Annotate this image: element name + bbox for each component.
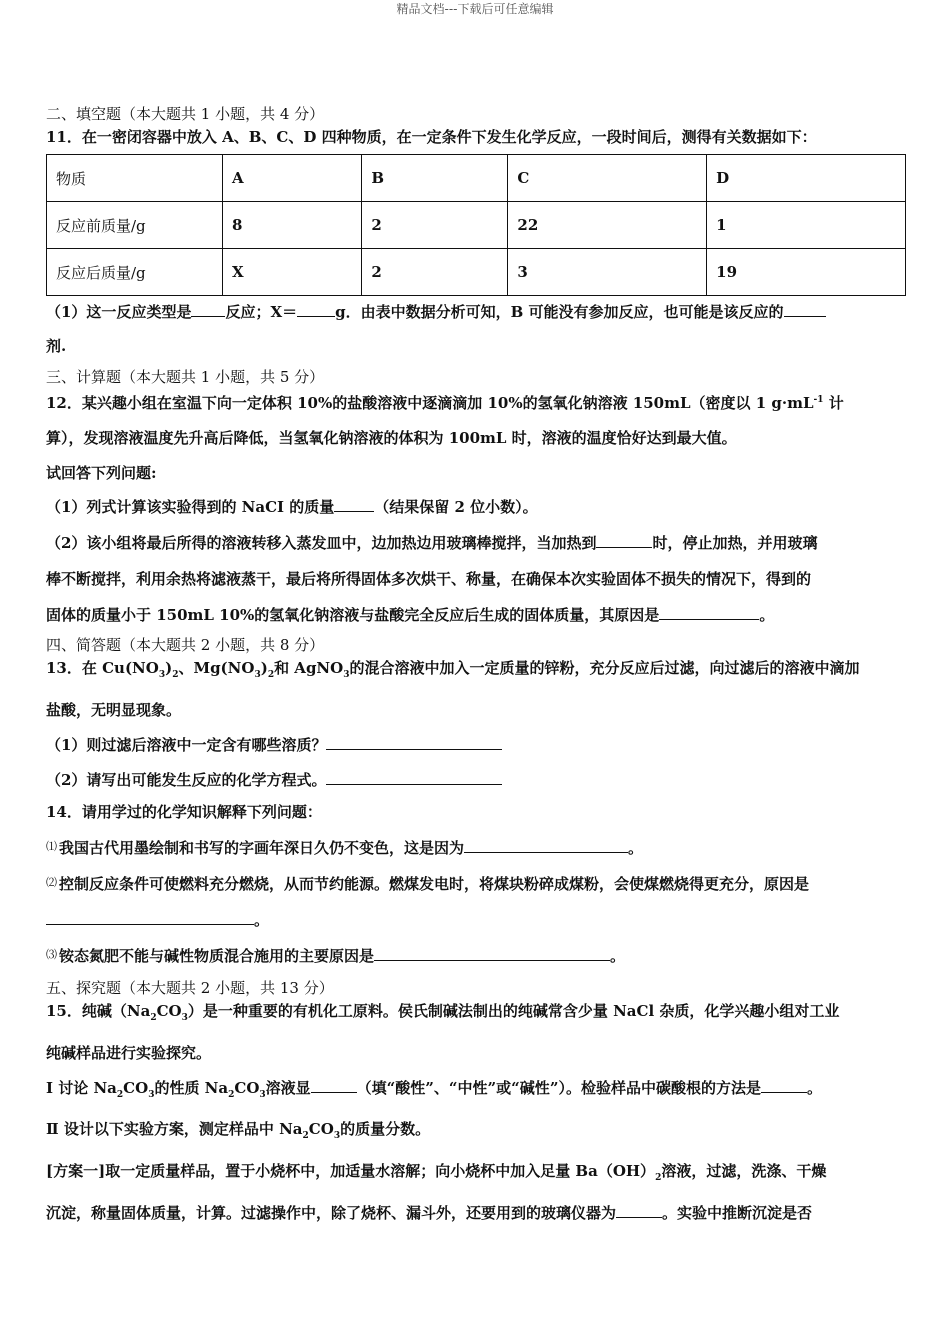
question-14-part-2-cont: 。 — [46, 909, 906, 931]
table-row — [47, 249, 906, 296]
table-cell: 19 — [707, 249, 906, 296]
mass-data-table — [46, 154, 906, 296]
table-cell: 3 — [508, 249, 707, 296]
answer-blank[interactable] — [761, 1078, 807, 1093]
question-13-stem-cont: 盐酸，无明显现象。 — [46, 701, 182, 719]
table-cell: 反应后质量/g — [47, 249, 223, 296]
table-cell: 物质 — [47, 155, 223, 202]
answer-blank[interactable] — [326, 735, 502, 750]
question-11-stem: 11．在一密闭容器中放入 A、B、C、D 四种物质，在一定条件下发生化学反应，一段时间后，测得有关数据如下： — [46, 128, 817, 146]
watermark-header: 精品文档---下载后可任意编辑 — [396, 2, 554, 16]
document-body — [46, 103, 906, 1224]
answer-blank[interactable] — [784, 302, 826, 317]
table-row — [47, 155, 906, 202]
question-14-stem: 14．请用学过的化学知识解释下列问题： — [46, 803, 322, 821]
question-12-part-1: （1）列式计算该实验得到的 NaCI 的质量 （结果保留 2 位小数）。 — [46, 498, 538, 516]
table-row — [47, 202, 906, 249]
question-12-stem: 12．某兴趣小组在室温下向一定体积 10%的盐酸溶液中逐滴滴加 10%的氢氧化钠溶液 150mL（密度以 1 $g\cdot mL^{-1}$ 计 — [46, 394, 844, 412]
question-11-part-1: （1）这一反应类型是 反应；X＝ g．由表中数据分析可知，B 可能没有参加反应，也可能是该反应的 — [46, 300, 906, 324]
question-14-part-3: ⑶ 铵态氮肥不能与碱性物质混合施用的主要原因是 。 — [46, 947, 626, 965]
table-cell: 8 — [223, 202, 362, 249]
question-12-part-2: （2）该小组将最后所得的溶液转移入蒸发皿中，边加热边用玻璃棒搅拌，当加热到 时，停止加热，并用玻璃 — [46, 534, 818, 552]
question-14-part-2: ⑵ 控制反应条件可使燃料充分燃烧，从而节约能源。燃煤发电时，将煤块粉碎成煤粉，会使煤燃烧得更充分，原因是 — [46, 875, 810, 893]
question-15-plan-1-cont: 沉淀，称量固体质量，计算。过滤操作中，除了烧杯、漏斗外，还要用到的玻璃仪器为 。实验中推断沉淀是否 — [46, 1204, 813, 1222]
question-12-stem-cont: 算），发现溶液温度先升高后降低，当氢氧化钠溶液的体积为 100mL 时，溶液的温度恰好达到最大值。 — [46, 429, 737, 447]
section-title-calculation: 三、计算题（本大题共 1 小题，共 5 分） — [46, 368, 325, 386]
question-13-part-2: （2）请写出可能发生反应的化学方程式。 — [46, 769, 906, 791]
question-15-part-ii: Ⅱ 设计以下实验方案，测定样品中 $Na_2CO_3$的质量分数。 — [46, 1120, 431, 1141]
answer-blank[interactable] — [616, 1203, 662, 1218]
answer-blank[interactable] — [46, 910, 254, 925]
answer-blank[interactable] — [191, 302, 225, 317]
table-cell: 2 — [362, 202, 508, 249]
table-cell: C — [508, 155, 707, 202]
table-cell: B — [362, 155, 508, 202]
answer-blank[interactable] — [334, 497, 374, 512]
section-title-short-answer: 四、简答题（本大题共 2 小题，共 8 分） — [46, 636, 325, 654]
table-cell: 反应前质量/g — [47, 202, 223, 249]
question-12-prompt: 试回答下列问题: — [46, 464, 157, 482]
table-cell: 2 — [362, 249, 508, 296]
answer-blank[interactable] — [659, 605, 759, 620]
table-cell: 1 — [707, 202, 906, 249]
answer-blank[interactable] — [326, 770, 502, 785]
question-14-part-1: ⑴ 我国古代用墨绘制和书写的字画年深日久仍不变色，这是因为 。 — [46, 839, 644, 857]
question-13-part-1: （1）则过滤后溶液中一定含有哪些溶质？ — [46, 734, 906, 756]
answer-blank[interactable] — [464, 838, 628, 853]
table-cell: D — [707, 155, 906, 202]
table-cell: 22 — [508, 202, 707, 249]
question-12-part-2-cont: 棒不断搅拌，利用余热将滤液蒸干，最后将所得固体多次烘干、称量，在确保本次实验固体不损失的情况下，得到的 — [46, 570, 812, 588]
question-11-part-1-cont: 剂. — [46, 337, 67, 355]
question-15-stem: 15．纯碱$(Na_2CO_3)$是一种重要的有机化工原料。侯氏制碱法制出的纯碱常含少量 NaCl 杂质，化学兴趣小组对工业 — [46, 1002, 840, 1023]
answer-blank[interactable] — [297, 302, 335, 317]
table-cell: X — [223, 249, 362, 296]
question-13-stem: 13．在 $Cu(NO_3)_2$、$Mg(NO_3)_2$和 AgNO$_3$的混合溶液中加入一定质量的锌粉，充分反应后过滤，向过滤后的溶液中滴加 — [46, 659, 860, 680]
answer-blank[interactable] — [596, 533, 652, 548]
section-title-inquiry: 五、探究题（本大题共 2 小题，共 13 分） — [46, 979, 334, 997]
question-12-part-2-cont2: 固体的质量小于 150mL 10%的氢氧化钠溶液与盐酸完全反应后生成的固体质量，其原因是 。 — [46, 606, 775, 624]
question-15-stem-cont: 纯碱样品进行实验探究。 — [46, 1044, 212, 1062]
table-cell: A — [223, 155, 362, 202]
answer-blank[interactable] — [311, 1078, 357, 1093]
question-15-plan-1: [方案一]取一定质量样品，置于小烧杯中，加适量水溶解；向小烧杯中加入足量 $Ba(OH)_2$溶液，过滤，洗涤、干燥 — [46, 1162, 827, 1183]
answer-blank[interactable] — [374, 946, 610, 961]
question-15-part-i: Ⅰ 讨论 $Na_2CO_3$的性质 $Na_2CO_3$溶液显 （填“酸性”、“中性”或“碱性”）。检验样品中碳酸根的方法是 。 — [46, 1079, 822, 1100]
section-title-fill-in: 二、填空题（本大题共 1 小题，共 4 分） — [46, 105, 325, 123]
